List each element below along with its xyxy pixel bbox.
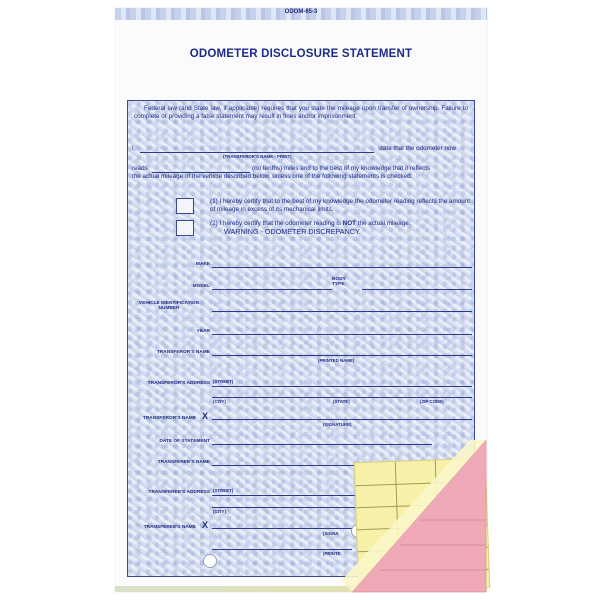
line-i-prefix: I, [132, 145, 136, 152]
vin-label: VEHICLE IDENTIFICATION NUMBER [138, 301, 200, 311]
transferor-print-caption: (TRANSFEROR'S NAME - PRINT) [223, 154, 292, 159]
year-label: YEAR [196, 329, 210, 334]
form-title: ODOMETER DISCLOSURE STATEMENT [189, 48, 413, 60]
transferor-signature-line[interactable] [212, 419, 472, 420]
model-line[interactable] [212, 289, 332, 290]
printed-partial-caption: (PRINTE [323, 551, 341, 556]
transferor-sign-label: TRANSFEROR'S NAME [142, 416, 196, 421]
body-type-line[interactable] [362, 289, 472, 290]
street-caption: (STREET) [213, 379, 234, 384]
form-number-top: ODOM-65-3 [284, 9, 318, 15]
zip-caption: (ZIP CODE) [420, 399, 444, 404]
certify-not-actual-checkbox[interactable] [176, 220, 194, 236]
intro-text: Federal law (and State law, if applicable) requires that you state the mileage upon transfer of ownership. Failure to complete or providing a false statement may result in fines and/or imprisonment. [134, 105, 468, 120]
transferee-x-mark: X [202, 520, 209, 530]
transferee-printed-line[interactable] [212, 549, 352, 550]
line-i-suffix: state that the odometer now [378, 145, 457, 152]
transferee-street-caption: (STREET) [213, 488, 234, 493]
transferor-name-line[interactable] [212, 355, 472, 356]
city-caption: (CITY) [213, 399, 226, 404]
model-label: MODEL [192, 284, 210, 289]
cert2-text: (2) I hereby certify that the odometer reading is NOT the actual mileage. [210, 220, 411, 227]
cert1-text: (1) I hereby certify that to the best of my knowledge the odometer reading reflects the amount of mileage in excess of its mechanical limits. [210, 198, 471, 213]
reads-prefix: reads [132, 165, 148, 172]
state-caption: (STATE) [333, 399, 350, 404]
year-line[interactable] [212, 334, 472, 335]
transferee-city-caption: (CITY) [213, 509, 226, 514]
signature-partial-caption: (SIGNA [323, 531, 339, 536]
transferor-print-line[interactable] [140, 152, 374, 153]
reads-line2: the actual mileage of the vehicle described below, unless one of the following statements is checked. [132, 173, 413, 180]
transferee-sign-label: TRANSFEREE'S NAME [143, 525, 196, 530]
yellow-copy-corner [354, 458, 490, 593]
signature-caption: (SIGNATURE) [323, 422, 352, 427]
printed-name-caption: (PRINTED NAME) [318, 358, 355, 363]
certify-excess-checkbox[interactable] [176, 198, 194, 214]
transferee-name-label: TRANSFEREE'S NAME [157, 460, 210, 465]
transferor-x-mark: X [202, 411, 209, 421]
transferor-city-line[interactable] [212, 397, 472, 398]
warning-text: WARNING - ODOMETER DISCREPANCY. [224, 227, 361, 236]
reads-suffix: (no tenths) miles and to the best of my knowledge that it reflects [252, 165, 431, 172]
body-type-label: BODY TYPE [332, 277, 346, 287]
transferor-street-line[interactable] [212, 386, 472, 387]
transferee-signature-line[interactable] [212, 528, 352, 529]
make-line[interactable] [212, 267, 472, 268]
date-of-statement-label: DATE OF STATEMENT [159, 439, 210, 444]
transferee-address-label: TRANSFEREE'S ADDRESS [148, 490, 210, 495]
date-line[interactable] [212, 444, 432, 445]
transferor-address-label: TRANSFEROR'S ADDRESS [147, 381, 210, 386]
make-label: MAKE [195, 262, 210, 267]
transferor-name-label: TRANSFEROR'S NAME [156, 350, 210, 355]
vin-line[interactable] [212, 311, 472, 312]
punch-hole-left [203, 554, 217, 568]
